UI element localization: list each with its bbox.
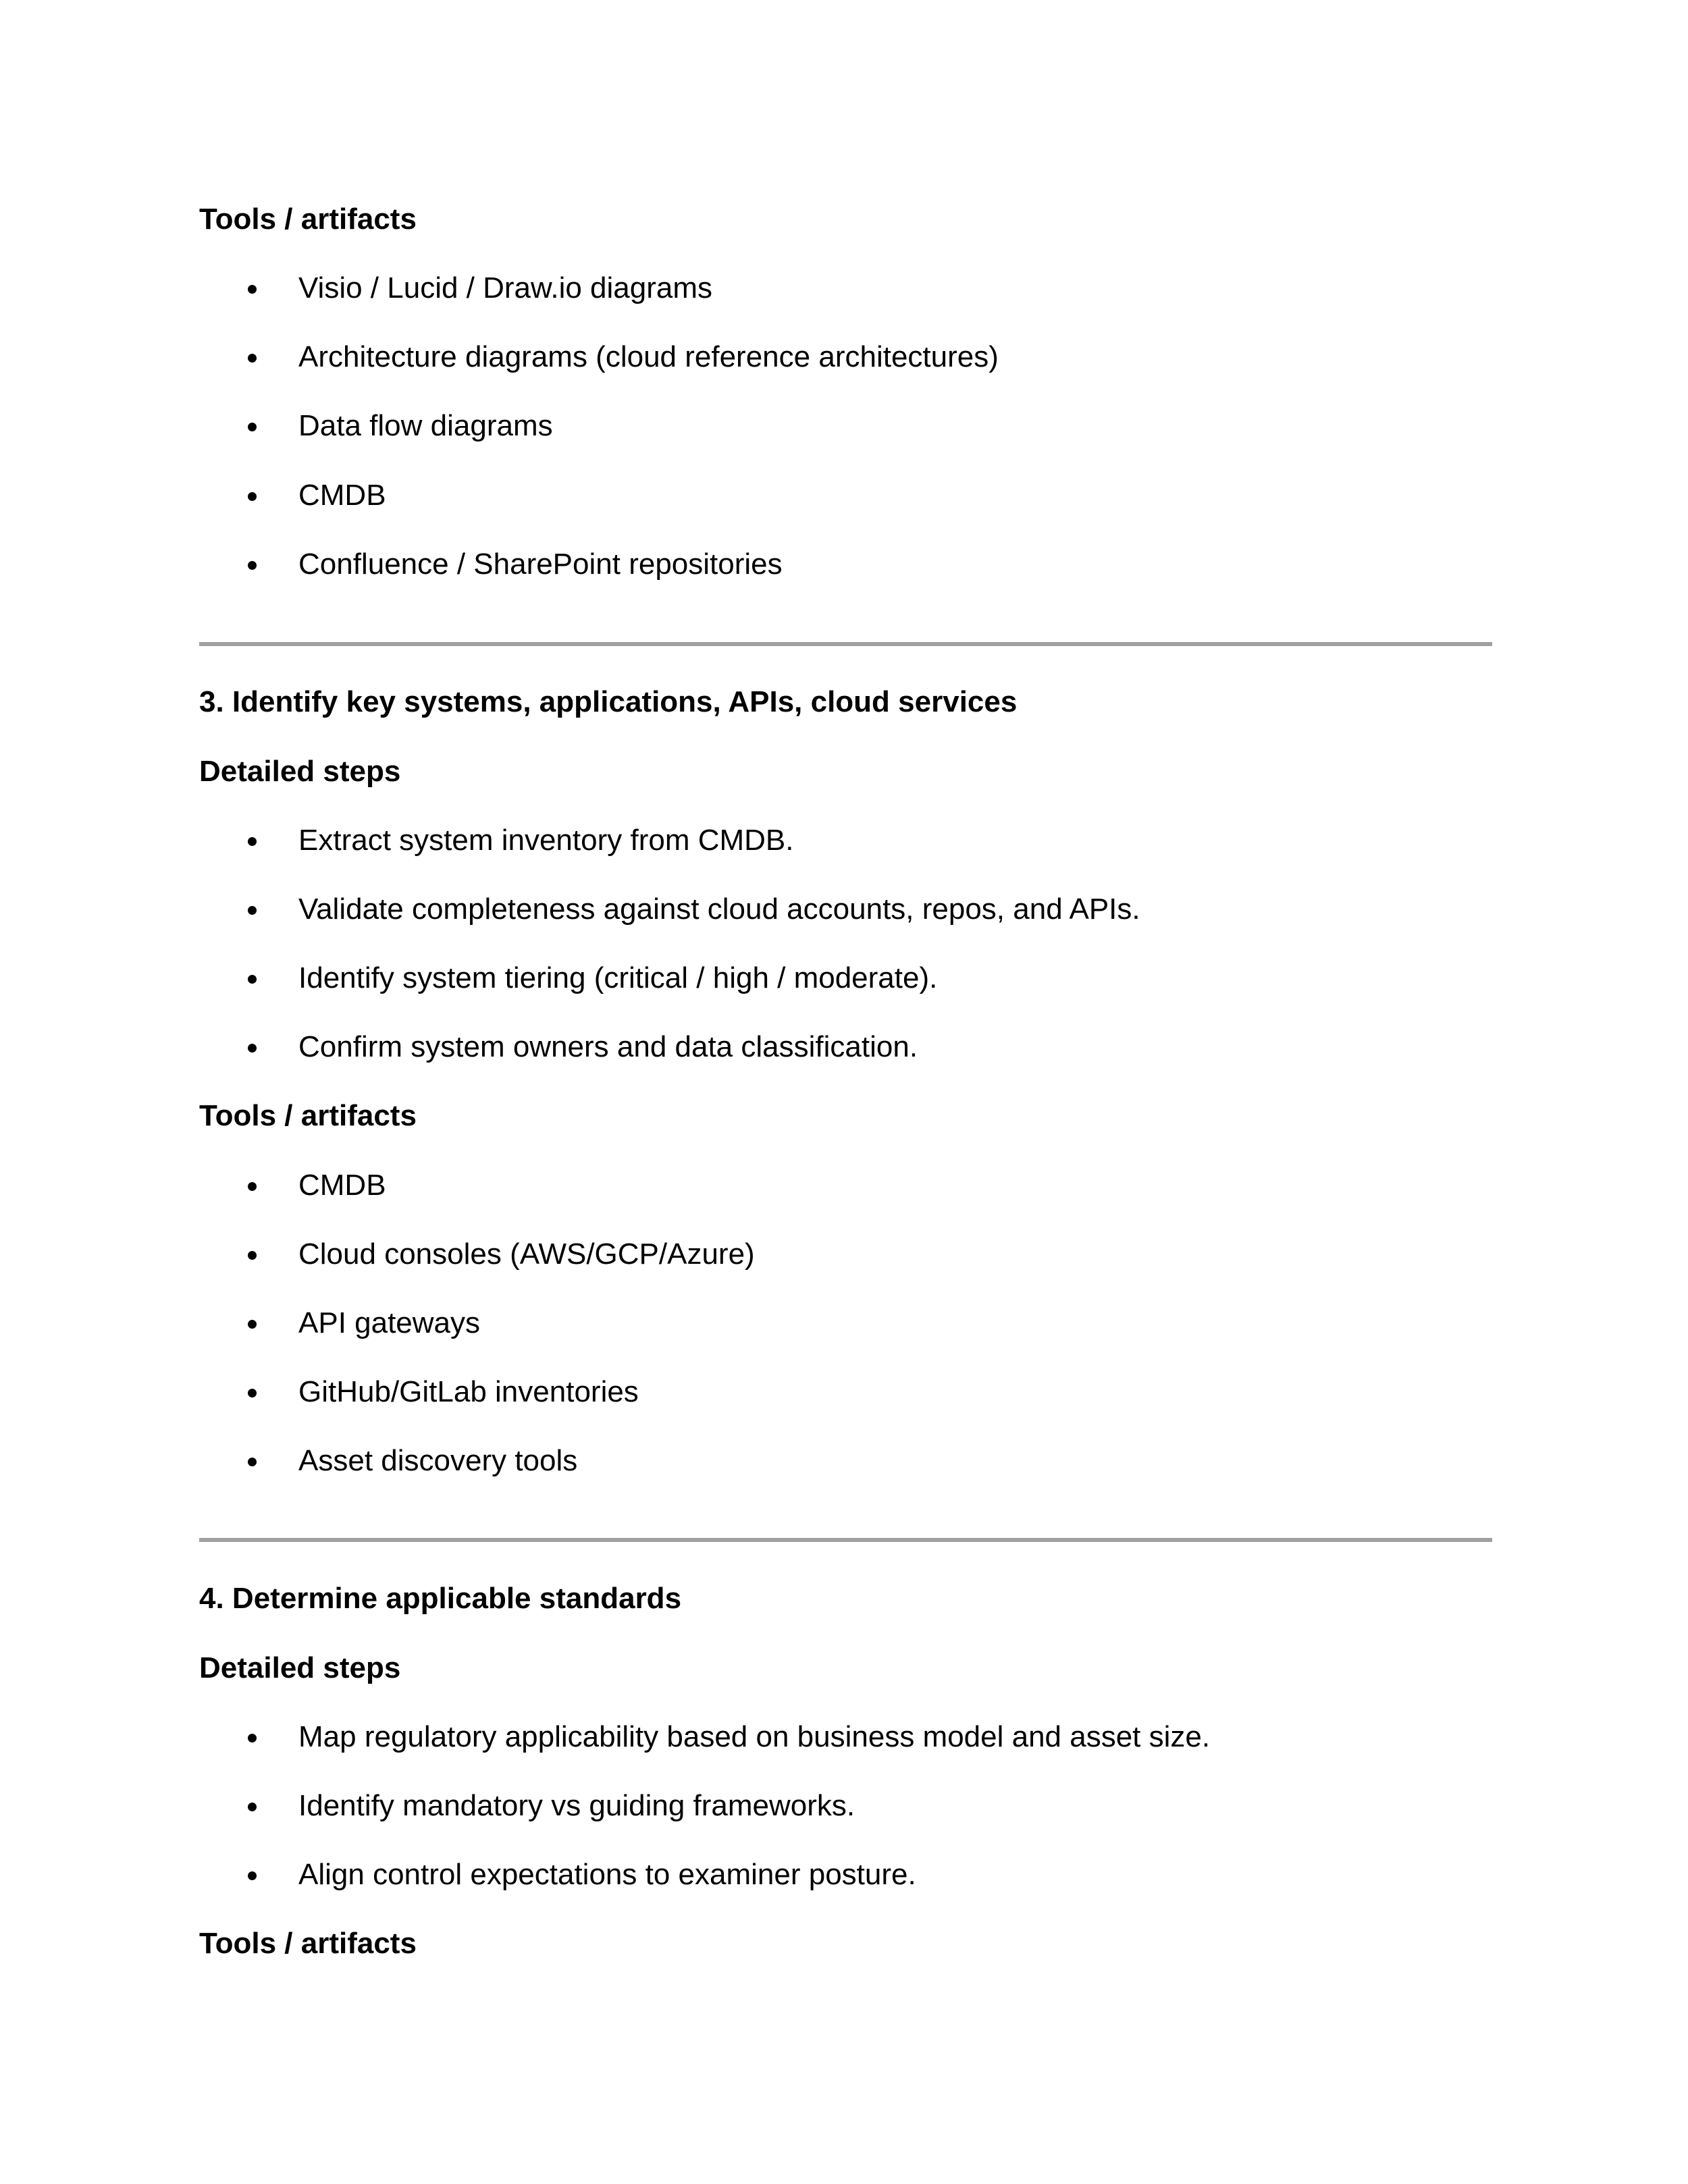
tools-artifacts-heading: Tools / artifacts: [199, 1099, 417, 1132]
list-item: CMDB: [298, 479, 386, 512]
bullet-dot: [248, 1871, 257, 1880]
list-item: Identify mandatory vs guiding frameworks.: [298, 1789, 855, 1822]
list-item: Map regulatory applicability based on business model and asset size.: [298, 1720, 1211, 1753]
bullet-dot: [248, 1803, 257, 1811]
section-4-title: 4. Determine applicable standards: [199, 1582, 682, 1615]
horizontal-divider: [199, 642, 1492, 646]
bullet-dot: [248, 1251, 257, 1260]
detailed-steps-heading: Detailed steps: [199, 1651, 401, 1684]
bullet-dot: [248, 1734, 257, 1742]
bullet-dot: [248, 1182, 257, 1191]
horizontal-divider: [199, 1538, 1492, 1542]
bullet-dot: [248, 561, 257, 570]
section-3-title: 3. Identify key systems, applications, APIs, cloud services: [199, 685, 1018, 718]
list-item: Architecture diagrams (cloud reference architectures): [298, 340, 999, 373]
list-item: Extract system inventory from CMDB.: [298, 824, 794, 857]
list-item: CMDB: [298, 1169, 386, 1202]
list-item: Asset discovery tools: [298, 1444, 578, 1477]
bullet-dot: [248, 1320, 257, 1329]
tools-artifacts-heading: Tools / artifacts: [199, 1927, 417, 1960]
bullet-dot: [248, 837, 257, 846]
bullet-dot: [248, 492, 257, 501]
list-item: Identify system tiering (critical / high / moderate).: [298, 961, 938, 994]
bullet-dot: [248, 906, 257, 915]
detailed-steps-heading: Detailed steps: [199, 755, 401, 788]
list-item: Align control expectations to examiner posture.: [298, 1858, 916, 1891]
bullet-dot: [248, 1458, 257, 1466]
list-item: Data flow diagrams: [298, 409, 553, 442]
bullet-dot: [248, 1044, 257, 1053]
list-item: Cloud consoles (AWS/GCP/Azure): [298, 1237, 755, 1271]
list-item: Validate completeness against cloud accounts, repos, and APIs.: [298, 893, 1140, 926]
bullet-dot: [248, 354, 257, 363]
bullet-dot: [248, 1389, 257, 1397]
list-item: API gateways: [298, 1306, 481, 1339]
list-item: Confluence / SharePoint repositories: [298, 548, 783, 581]
tools-artifacts-heading: Tools / artifacts: [199, 203, 417, 236]
list-item: Confirm system owners and data classification.: [298, 1030, 918, 1063]
list-item: Visio / Lucid / Draw.io diagrams: [298, 271, 713, 304]
bullet-dot: [248, 423, 257, 431]
bullet-dot: [248, 285, 257, 294]
bullet-dot: [248, 975, 257, 984]
list-item: GitHub/GitLab inventories: [298, 1375, 639, 1408]
